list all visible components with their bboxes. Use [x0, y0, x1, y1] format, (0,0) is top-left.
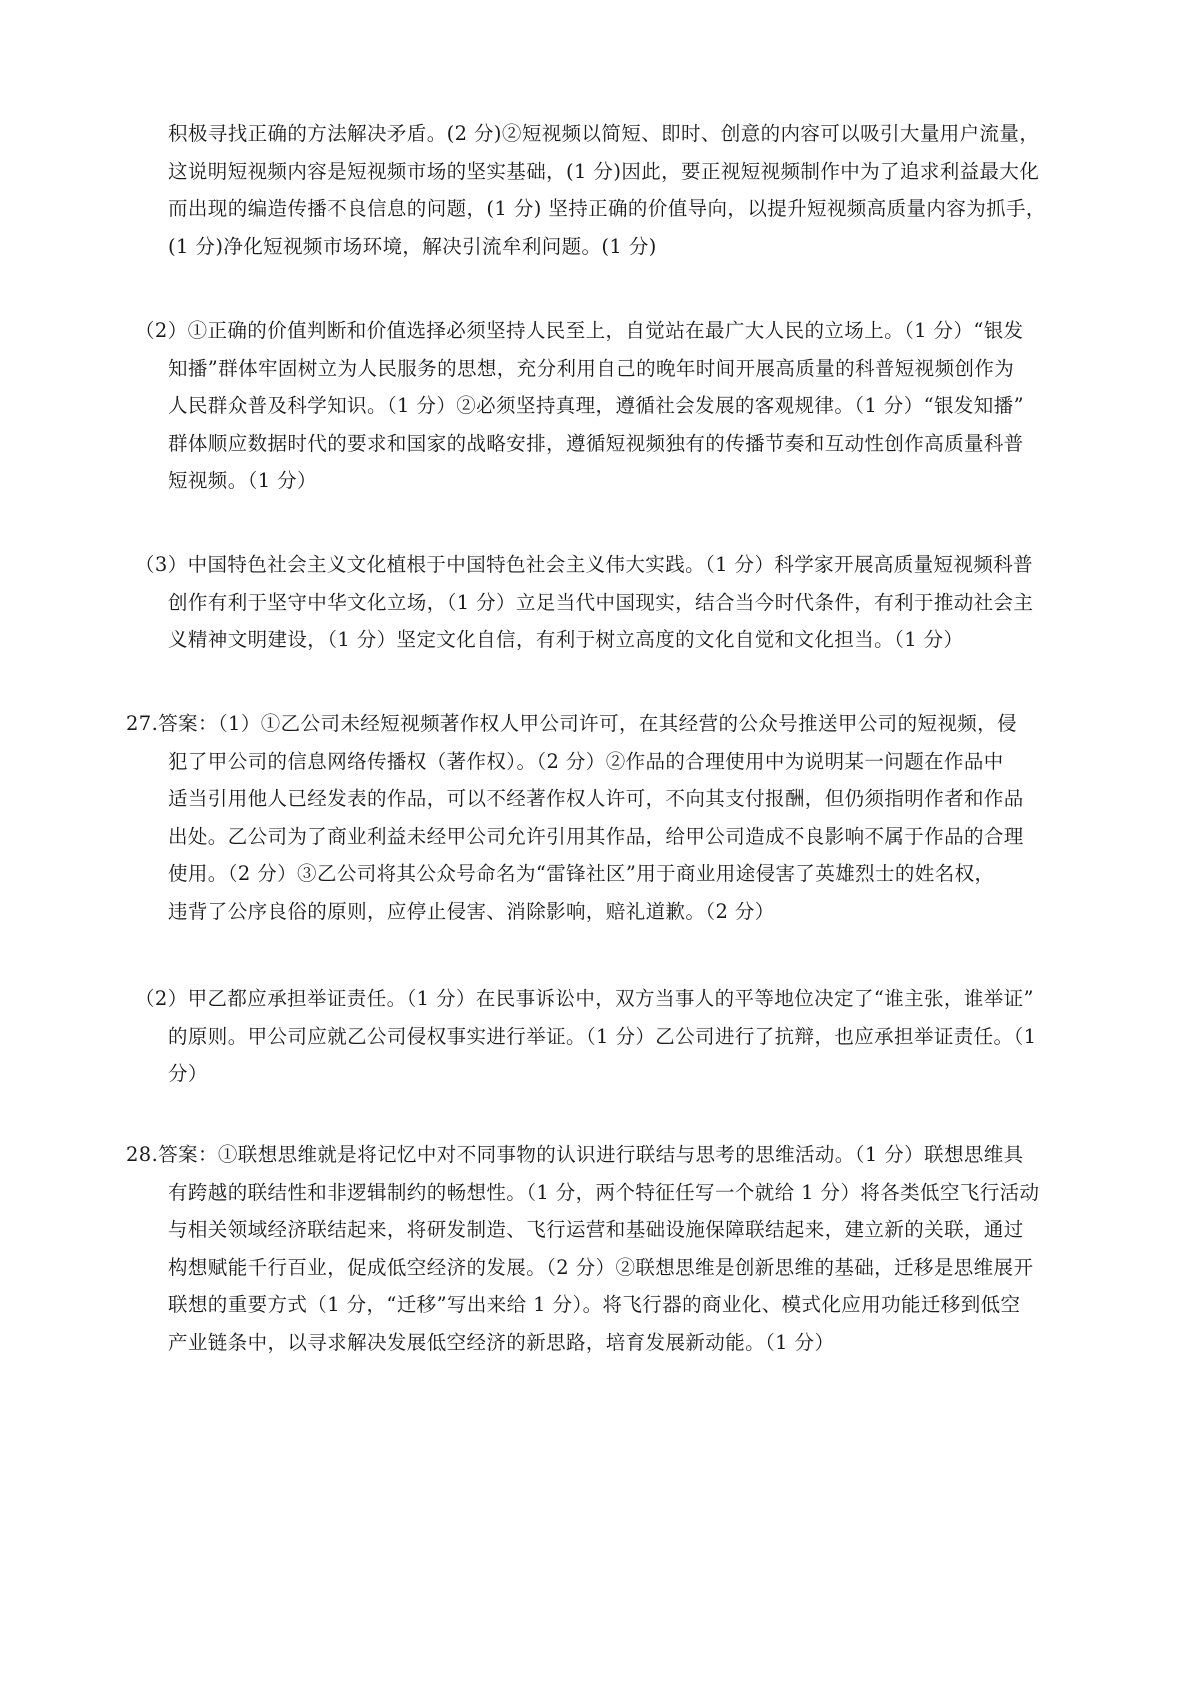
- text-line: 短视频。（1 分）: [168, 469, 317, 493]
- text-line: 犯了甲公司的信息网络传播权（著作权）。（2 分）②作品的合理使用中为说明某一问题在作品中: [168, 749, 1004, 773]
- answer-26-3: [135, 546, 1033, 659]
- text-line: 27.答案：（1）①乙公司未经短视频著作权人甲公司许可，在其经营的公众号推送甲公司的短视频，侵: [126, 712, 1017, 735]
- text-line: 与相关领域经济联结起来，将研发制造、飞行运营和基础设施保障联结起来，建立新的关联，通过: [168, 1218, 1024, 1242]
- answer-26-1-continuation: [168, 115, 1046, 265]
- text-line: 联想的重要方式（1 分，“迁移”写出来给 1 分）。将飞行器的商业化、模式化应用功能迁移到低空: [168, 1293, 1021, 1317]
- text-line: （2）①正确的价值判断和价值选择必须坚持人民至上，自觉站在最广大人民的立场上。（1 分）“银发: [135, 319, 1024, 342]
- text-line: 这说明短视频内容是短视频市场的坚实基础，(1 分)因此，要正视短视频制作中为了追求利益最大化: [168, 159, 1040, 183]
- text-line: 使用。（2 分）③乙公司将其公众号命名为“雷锋社区”用于商业用途侵害了英雄烈士的姓名权，: [168, 862, 995, 886]
- text-line: 人民群众普及科学知识。（1 分）②必须坚持真理，遵循社会发展的客观规律。（1 分）“银发知播”: [168, 394, 1024, 418]
- text-line: 违背了公序良俗的原则，应停止侵害、消除影响，赔礼道歉。（2 分）: [168, 899, 775, 923]
- answer-28: [126, 1136, 1039, 1362]
- text-line: 知播”群体牢固树立为人民服务的思想，充分利用自己的晚年时间开展高质量的科普短视频创作为: [168, 356, 1015, 380]
- text-line: 创作有利于坚守中华文化立场，（1 分）立足当代中国现实，结合当今时代条件，有利于推动社会主: [168, 590, 1034, 614]
- text-line: 群体顺应数据时代的要求和国家的战略安排，遵循短视频独有的传播节奏和互动性创作高质量科普: [168, 431, 1024, 455]
- text-line: (1 分)净化短视频市场环境，解决引流牟利问题。(1 分): [168, 234, 657, 258]
- text-line: 分）: [168, 1062, 208, 1086]
- text-line: 有跨越的联结性和非逻辑制约的畅想性。（1 分，两个特征任写一个就给 1 分）将各类低空飞行活动: [168, 1180, 1040, 1204]
- text-line: 积极寻找正确的方法解决矛盾。(2 分)②短视频以简短、即时、创意的内容可以吸引大量用户流量，: [168, 122, 1040, 145]
- text-line: 构想赋能千行百业，促成低空经济的发展。（2 分）②联想思维是创新思维的基础，迁移是思维展开: [168, 1255, 1034, 1279]
- text-line: 出处。乙公司为了商业利益未经甲公司允许引用其作品，给甲公司造成不良影响不属于作品的合理: [168, 824, 1024, 848]
- text-line: （2）甲乙都应承担举证责任。（1 分）在民事诉讼中，双方当事人的平等地位决定了“谁主张，谁举证”: [135, 987, 1034, 1010]
- text-line: 义精神文明建设，（1 分）坚定文化自信，有利于树立高度的文化自觉和文化担当。（1 分）: [168, 628, 964, 652]
- answer-27-2: [135, 980, 1036, 1093]
- answer-26-2: [135, 312, 1024, 500]
- text-line: 的原则。甲公司应就乙公司侵权事实进行举证。（1 分）乙公司进行了抗辩，也应承担举证责任。（1: [168, 1024, 1037, 1048]
- text-line: 产业链条中，以寻求解决发展低空经济的新思路，培育发展新动能。（1 分）: [168, 1330, 835, 1354]
- answer-27-1: [126, 705, 1024, 931]
- text-line: 而出现的编造传播不良信息的问题，(1 分) 坚持正确的价值导向，以提升短视频高质量内容为抓手，: [168, 197, 1046, 221]
- text-line: 28.答案：①联想思维就是将记忆中对不同事物的认识进行联结与思考的思维活动。（1 分）联想思维具: [126, 1143, 1024, 1166]
- text-line: 适当引用他人已经发表的作品，可以不经著作权人许可，不向其支付报酬，但仍须指明作者和作品: [168, 787, 1024, 811]
- text-line: （3）中国特色社会主义文化植根于中国特色社会主义伟大实践。（1 分）科学家开展高质量短视频科普: [135, 553, 1034, 576]
